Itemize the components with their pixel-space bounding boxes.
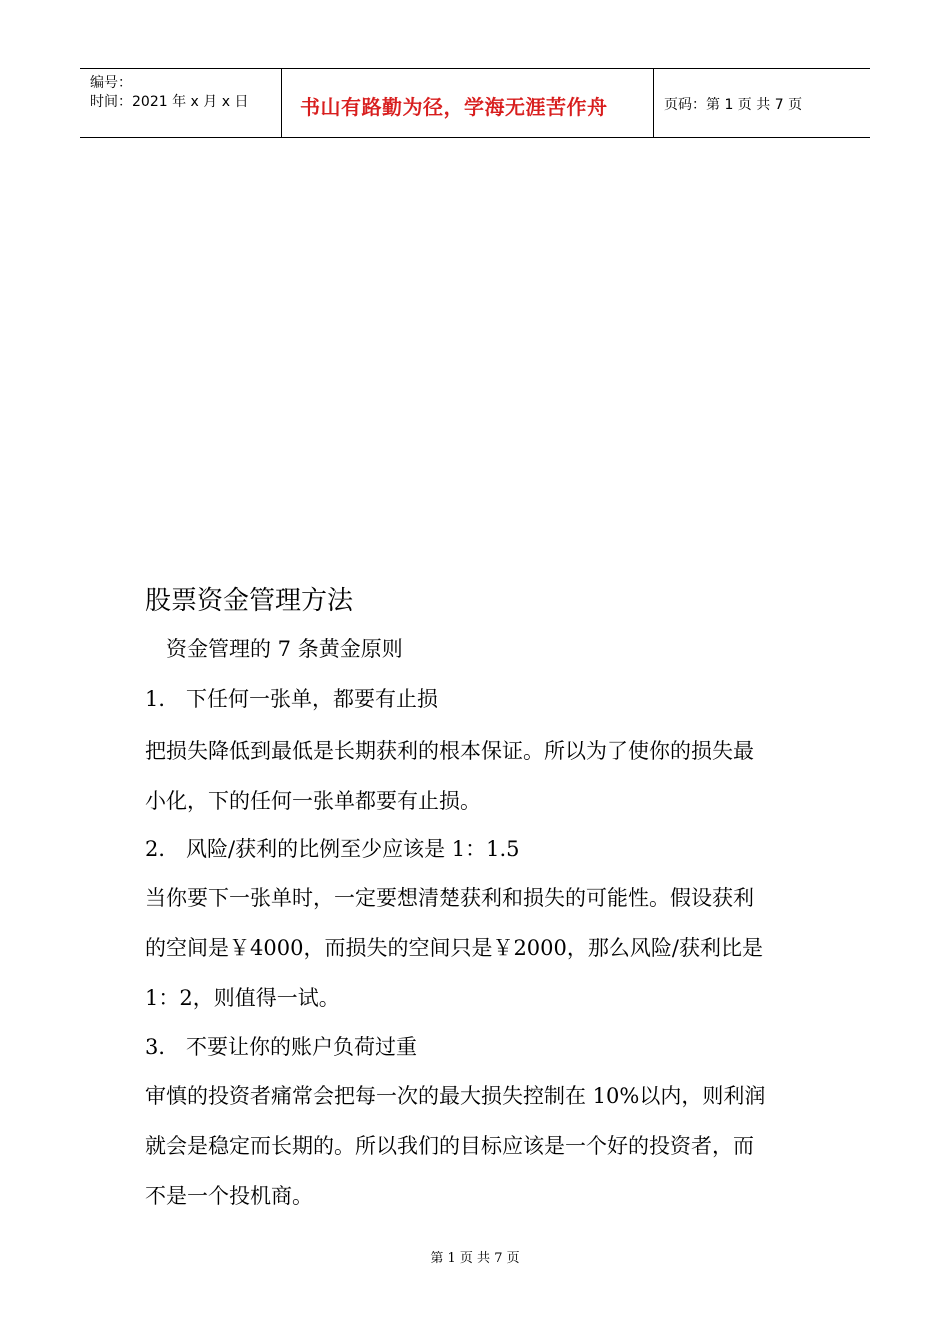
document-title: 股票资金管理方法 bbox=[145, 586, 354, 616]
item3-heading: 3． 不要让你的账户负荷过重 bbox=[145, 1035, 418, 1059]
document-subtitle: 资金管理的 7 条黄金原则 bbox=[166, 637, 403, 661]
header-meta-cell bbox=[80, 69, 282, 137]
item1-text-line1: 把损失降低到最低是长期获利的根本保证。所以为了使你的损失最 bbox=[145, 739, 754, 763]
item3-text-line2: 就会是稳定而长期的。所以我们的目标应该是一个好的投资者，而 bbox=[145, 1134, 754, 1158]
item1-text-line2: 小化，下的任何一张单都要有止损。 bbox=[145, 789, 481, 813]
item2-heading: 2． 风险/获利的比例至少应该是 1：1.5 bbox=[145, 837, 520, 861]
item2-text-line1: 当你要下一张单时，一定要想清楚获利和损失的可能性。假设获利 bbox=[145, 886, 754, 910]
time-label: 时间：2021 年 x 月 x 日 bbox=[90, 94, 249, 110]
item3-text-line1: 审慎的投资者痛常会把每一次的最大损失控制在 10%以内，则利润 bbox=[145, 1084, 766, 1108]
number-label: 编号： bbox=[90, 75, 132, 91]
item1-heading: 1． 下任何一张单，都要有止损 bbox=[145, 687, 439, 711]
item2-text-line3: 1：2，则值得一试。 bbox=[145, 986, 340, 1010]
header-page-cell bbox=[654, 69, 870, 137]
header-page-info: 页码：第 1 页 共 7 页 bbox=[664, 97, 803, 113]
motto-text: 书山有路勤为径，学海无涯苦作舟 bbox=[300, 95, 608, 119]
header-table bbox=[80, 68, 870, 138]
page-footer: 第 1 页 共 7 页 bbox=[430, 1251, 520, 1266]
header-motto-cell bbox=[282, 69, 654, 137]
item3-text-line3: 不是一个投机商。 bbox=[145, 1184, 313, 1208]
item2-text-line2: 的空间是￥4000，而损失的空间只是￥2000，那么风险/获利比是 bbox=[145, 936, 763, 960]
